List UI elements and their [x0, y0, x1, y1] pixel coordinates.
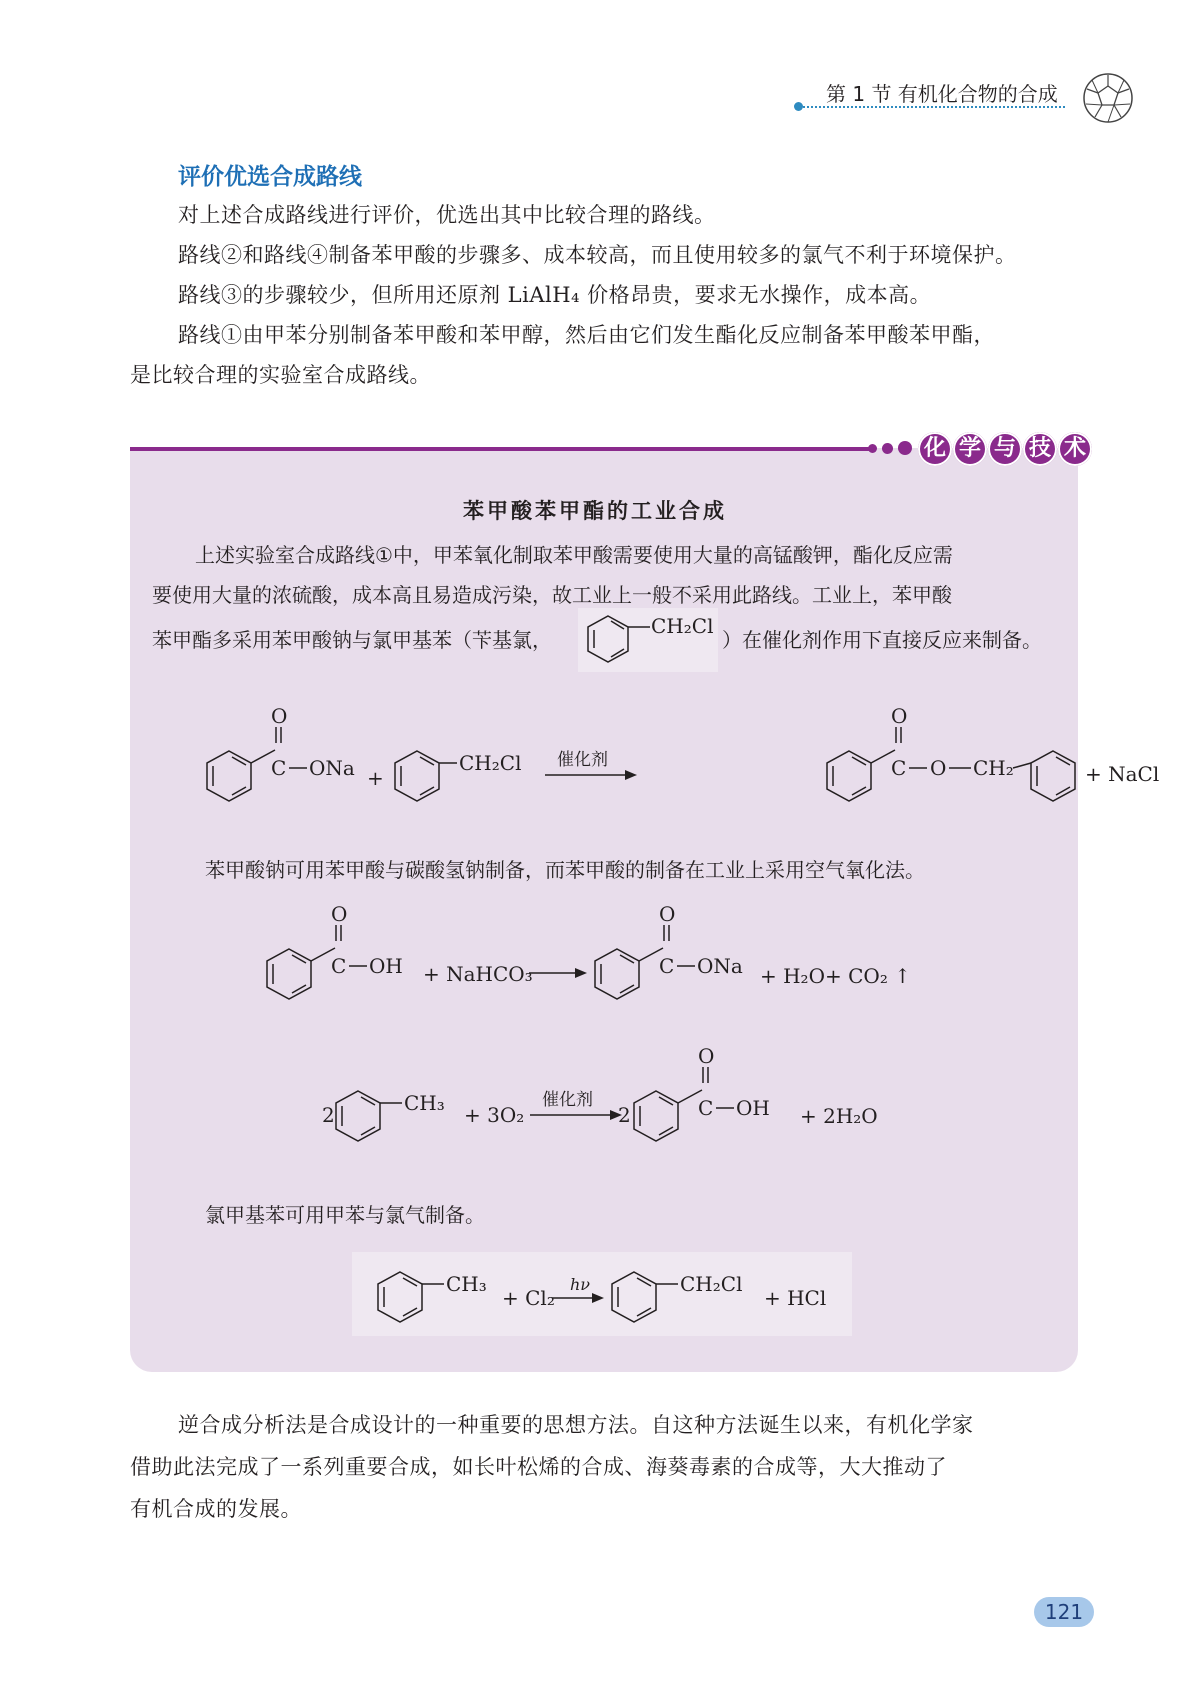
product-label: + NaCl	[1085, 762, 1160, 786]
atom-label: C	[331, 954, 347, 978]
closing-paragraph: 有机合成的发展。	[130, 1497, 302, 1521]
atom-label: CH₂Cl	[680, 1272, 743, 1296]
section-paragraph: 路线③的步骤较少，但所用还原剂 LiAlH₄ 价格昂贵，要求无水操作，成本高。	[178, 283, 932, 307]
atom-label: O	[891, 704, 908, 728]
section-paragraph: 对上述合成路线进行评价，优选出其中比较合理的路线。	[178, 203, 716, 227]
product-label: + CO₂ ↑	[825, 964, 911, 988]
coefficient: 2	[322, 1103, 335, 1127]
box-top-line	[130, 447, 870, 451]
reaction-condition: hν	[570, 1275, 591, 1294]
box-paragraph: 上述实验室合成路线①中，甲苯氧化制取苯甲酸需要使用大量的高锰酸钾，酯化反应需	[195, 543, 953, 567]
box-title: 苯甲酸苯甲酯的工业合成	[463, 498, 727, 523]
atom-label: C	[271, 756, 287, 780]
coefficient: 2	[618, 1103, 631, 1127]
reaction-condition: 催化剂	[557, 750, 608, 770]
reagent-label: + NaHCO₃	[423, 962, 533, 986]
atom-label: O	[659, 902, 676, 926]
reaction-chlorination	[352, 1252, 852, 1336]
atom-label: OH	[736, 1096, 770, 1120]
section-title: 评价优选合成路线	[178, 164, 362, 190]
atom-label: CH₂Cl	[459, 751, 522, 775]
product-label: + 2H₂O	[800, 1104, 878, 1128]
section-paragraph: 路线①由甲苯分别制备苯甲酸和苯甲醇，然后由它们发生酯化反应制备苯甲酸苯甲酯，	[178, 323, 995, 347]
atom-label: CH₃	[404, 1091, 445, 1115]
benzyl-chloride-structure	[578, 608, 718, 672]
closing-paragraph: 借助此法完成了一系列重要合成，如长叶松烯的合成、海葵毒素的合成等，大大推动了	[130, 1455, 947, 1479]
box-bead	[898, 441, 912, 455]
header-title: 第 1 节 有机化合物的合成	[826, 82, 1058, 106]
box-paragraph: ）在催化剂作用下直接反应来制备。	[722, 628, 1042, 652]
fullerene-icon	[1082, 72, 1134, 124]
badge-char: 技	[1023, 432, 1057, 466]
atom-label: C	[891, 756, 907, 780]
reagent-label: + 3O₂	[464, 1103, 525, 1127]
reaction-condition: 催化剂	[542, 1090, 593, 1110]
atom-label: C	[698, 1096, 714, 1120]
box-bead	[882, 443, 893, 454]
badge-char: 化	[918, 432, 952, 466]
page-number: 121	[1034, 1597, 1094, 1627]
box-note: 氯甲基苯可用甲苯与氯气制备。	[205, 1203, 485, 1227]
section-paragraph: 是比较合理的实验室合成路线。	[130, 363, 431, 387]
reagent-label: + Cl₂	[502, 1286, 555, 1310]
inline-formula: CH₂Cl	[651, 614, 714, 638]
box-bead	[868, 444, 877, 453]
atom-label: C	[659, 954, 675, 978]
product-label: + HCl	[764, 1286, 827, 1310]
plus-sign: +	[367, 766, 384, 790]
box-note: 苯甲酸钠可用苯甲酸与碳酸氢钠制备，而苯甲酸的制备在工业上采用空气氧化法。	[205, 858, 925, 882]
badge-char: 与	[988, 432, 1022, 466]
atom-label: O	[331, 902, 348, 926]
atom-label: O	[271, 704, 288, 728]
atom-label: O	[930, 756, 947, 780]
badge-char: 术	[1058, 432, 1092, 466]
atom-label: ONa	[697, 954, 743, 978]
atom-label: OH	[369, 954, 403, 978]
atom-label: CH₃	[446, 1272, 487, 1296]
box-paragraph: 苯甲酯多采用苯甲酸钠与氯甲基苯（苄基氯，	[152, 628, 552, 652]
product-label: + H₂O	[760, 964, 825, 988]
badge-char: 学	[953, 432, 987, 466]
atom-label: CH₂	[973, 756, 1014, 780]
closing-paragraph: 逆合成分析法是合成设计的一种重要的思想方法。自这种方法诞生以来，有机化学家	[178, 1413, 974, 1437]
running-header	[800, 78, 1100, 118]
section-paragraph: 路线②和路线④制备苯甲酸的步骤多、成本较高，而且使用较多的氯气不利于环境保护。	[178, 243, 1017, 267]
reaction-esterification	[195, 704, 1160, 820]
reaction-air-oxidation	[310, 1045, 890, 1155]
box-paragraph: 要使用大量的浓硫酸，成本高且易造成污染，故工业上一般不采用此路线。工业上，苯甲酸	[152, 583, 952, 607]
atom-label: O	[698, 1044, 715, 1068]
atom-label: ONa	[309, 756, 355, 780]
reaction-neutralization	[255, 902, 935, 1015]
